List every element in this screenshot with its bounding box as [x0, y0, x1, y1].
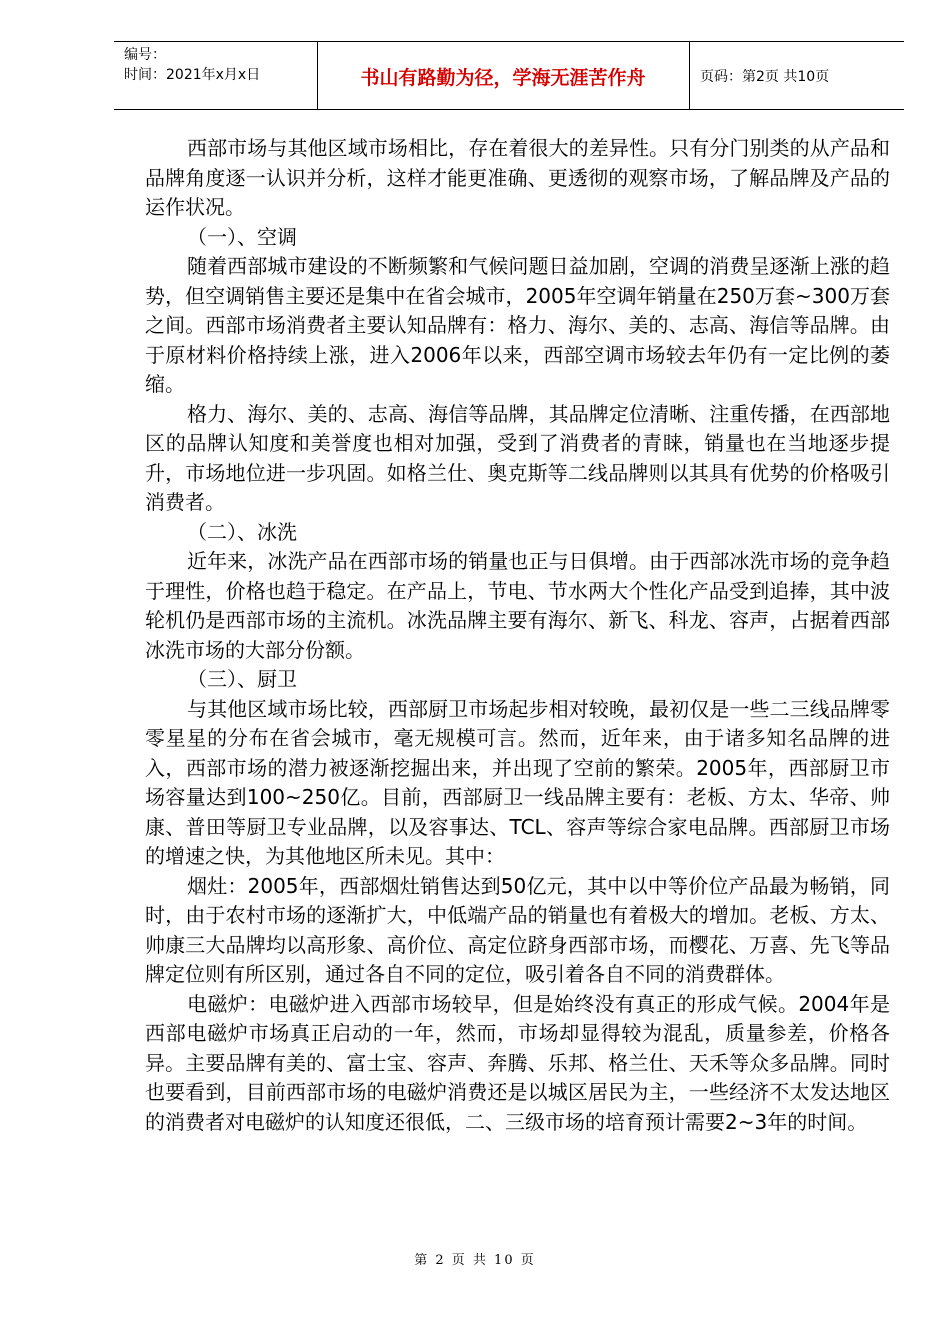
section-heading-fridge-washer: （二）、冰洗 — [187, 519, 297, 544]
paragraph: 近年来，冰洗产品在西部市场的销量也正与日俱增。由于西部冰洗市场的竞争趋于理性，价格也趋于稳定。在产品上，节电、节水两大个性化产品受到追捧，其中波轮机仍是西部市场的主流机。冰洗品牌主要有海尔、新飞、科龙、容声，占据着西部冰洗市场的大部分份额。 — [145, 549, 890, 662]
page-header — [114, 41, 904, 110]
section-heading-kitchen-bath: （三）、厨卫 — [187, 667, 297, 691]
paragraph: 电磁炉：电磁炉进入西部市场较早，但是始终没有真正的形成气候。2004年是西部电磁炉市场真正启动的一年，然而，市场却显得较为混乱，质量参差，价格各异。主要品牌有美的、富士宝、容声、奔腾、乐邦、格兰仕、天禾等众多品牌。同时也要看到，目前西部市场的电磁炉消费还是以城区居民为主，一些经济不太发达地区的消费者对电磁炉的认知度还很低，二、三级市场的培育预计需要2~3年的时间。 — [145, 991, 890, 1134]
header-motto-cell — [317, 42, 690, 109]
document-number-label: 编号： — [124, 47, 166, 63]
intro-paragraph: 西部市场与其他区域市场相比，存在着很大的差异性。只有分门别类的从产品和品牌角度逐一认识并分析，这样才能更准确、更透彻的观察市场，了解品牌及产品的运作状况。 — [145, 136, 890, 219]
paragraph: 与其他区域市场比较，西部厨卫市场起步相对较晚，最初仅是一些二三线品牌零零星星的分布在省会城市，毫无规模可言。然而，近年来，由于诸多知名品牌的进入，西部市场的潜力被逐渐挖掘出来，并出现了空前的繁荣。2005年，西部厨卫市场容量达到100~250亿。目前，西部厨卫一线品牌主要有：老板、方太、华帝、帅康、普田等厨卫专业品牌，以及容事达、TCL、容声等综合家电品牌。西部厨卫市场的增速之快，为其他地区所未见。其中： — [145, 696, 890, 868]
paragraph: 烟灶：2005年，西部烟灶销售达到50亿元，其中以中等价位产品最为畅销，同时，由于农村市场的逐渐扩大，中低端产品的销量也有着极大的增加。老板、方太、帅康三大品牌均以高形象、高价位、高定位跻身西部市场，而樱花、万喜、先飞等品牌定位则有所区别，通过各自不同的定位，吸引着各自不同的消费群体。 — [145, 873, 890, 986]
paragraph: 格力、海尔、美的、志高、海信等品牌，其品牌定位清晰、注重传播，在西部地区的品牌认知度和美誉度也相对加强，受到了消费者的青睐，销量也在当地逐步提升，市场地位进一步巩固。如格兰仕、奥克斯等二线品牌则以其具有优势的价格吸引消费者。 — [145, 401, 890, 514]
header-page-info: 页码：第2页 共10页 — [700, 69, 830, 85]
page-footer: 第 2 页 共 10 页 — [414, 1253, 536, 1268]
header-meta-cell — [114, 42, 318, 109]
header-motto: 书山有路勤为径，学海无涯苦作舟 — [360, 67, 646, 89]
paragraph: 随着西部城市建设的不断频繁和气候问题日益加剧，空调的消费呈逐渐上涨的趋势，但空调销售主要还是集中在省会城市，2005年空调年销量在250万套~300万套之间。西部市场消费者主要认知品牌有：格力、海尔、美的、志高、海信等品牌。由于原材料价格持续上涨，进入2006年以来，西部空调市场较去年仍有一定比例的萎缩。 — [145, 254, 890, 396]
document-body — [145, 134, 890, 1137]
document-time-label: 时间：2021年x月x日 — [124, 67, 261, 83]
header-page-cell — [690, 42, 904, 109]
section-heading-air-conditioner: （一）、空调 — [187, 224, 297, 249]
